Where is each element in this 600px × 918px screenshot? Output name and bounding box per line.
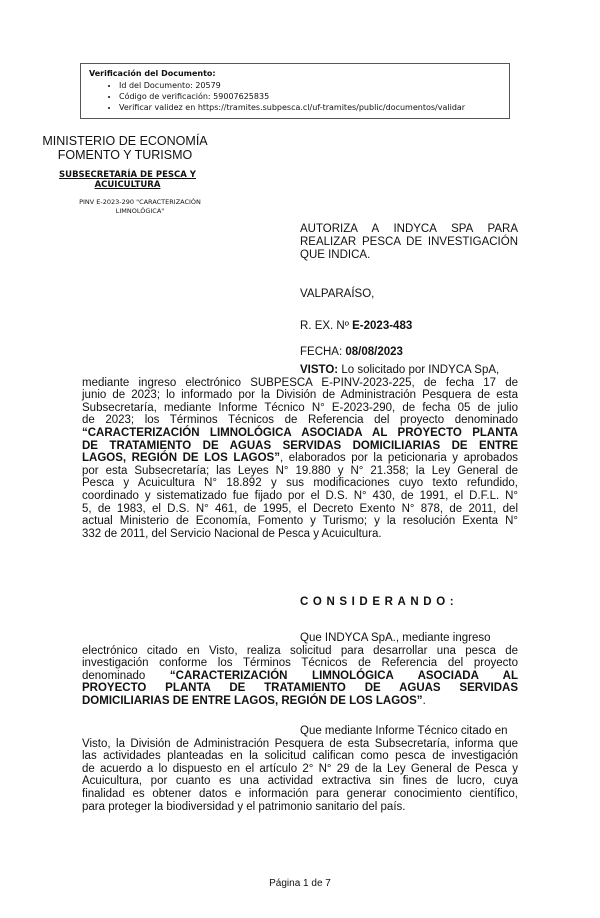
- visto-line: por esta Subsecretaría; las Leyes N° 19.880 y N° 21.358; la Ley General de: [82, 464, 518, 477]
- visto-line: Subsecretaría, mediante Informe Técnico N° E-2023-290, de fecha 05 de julio: [82, 401, 518, 414]
- place: VALPARAÍSO,: [300, 288, 375, 300]
- rex-number: E-2023-483: [352, 320, 413, 332]
- visto-line: 5, de 1983, el D.S. N° 461, de 1995, el Decreto Exento N° 878, de 2011, del: [82, 502, 518, 515]
- paragraph-line: PROYECTO PLANTA DE TRATAMIENTO DE AGUAS SERVIDAS: [82, 682, 518, 695]
- subject-line-1: AUTORIZA A INDYCA SPA PARA: [300, 223, 518, 235]
- page-number: Página 1 de 7: [269, 878, 331, 889]
- document-id: • Id del Documento: 20579: [119, 80, 501, 91]
- visto-line: DE TRATAMIENTO DE AGUAS SERVIDAS DOMICILIARIAS DE ENTRE: [82, 439, 518, 452]
- visto-line: LAGOS, REGIÓN DE LOS LAGOS”, elaborados por la peticionaria y aprobados: [82, 452, 518, 465]
- paragraph-line: electrónico citado en Visto, realiza solicitud para desarrollar una pesca de: [82, 644, 518, 657]
- paragraph-line: DOMICILIARIAS DE ENTRE LAGOS, REGIÓN DE LOS LAGOS”.: [82, 694, 426, 707]
- visto-line: junio de 2023; lo informado por la División de Administración Pesquera de esta: [82, 389, 518, 402]
- pinv-line-2: LIMNOLÓGICA": [115, 207, 165, 215]
- considerando-paragraph-2: [82, 725, 518, 813]
- visto-paragraph: [82, 364, 518, 540]
- verification-url[interactable]: • Verificar validez en https://tramites.subpesca.cl/uf-tramites/public/documentos/validar: [119, 102, 501, 113]
- paragraph-line: Que mediante Informe Técnico citado en: [300, 725, 508, 737]
- visto-line: 332 de 2011, del Servicio Nacional de Pesca y Acuicultura.: [82, 527, 382, 540]
- visto-line: actual Ministerio de Economía, Fomento y Turismo; y la resolución Exenta N°: [82, 515, 518, 528]
- resolution-subject: [300, 223, 518, 262]
- paragraph-line: Que INDYCA SpA., mediante ingreso: [300, 632, 491, 644]
- date-value: 08/08/2023: [345, 346, 403, 358]
- visto-line: Pesca y Acuicultura N° 18.892 y sus modificaciones cuyo texto refundido,: [82, 477, 518, 490]
- considerando-heading: CONSIDERANDO:: [300, 596, 459, 608]
- subsecretaria-name: [45, 170, 210, 190]
- subject-line-2: REALIZAR PESCA DE INVESTIGACIÓN: [300, 236, 518, 248]
- resolution-number: [300, 320, 412, 332]
- visto-label: VISTO:: [300, 364, 339, 376]
- date-label: FECHA:: [300, 346, 346, 358]
- subsecretaria-line-1: SUBSECRETARÍA DE PESCA Y: [59, 170, 196, 180]
- visto-line: VISTO: Lo solicitado por INDYCA SpA,: [300, 364, 500, 376]
- pinv-reference: [55, 198, 225, 216]
- subject-line-3: QUE INDICA.: [300, 249, 371, 261]
- ministry-line-2: FOMENTO Y TURISMO: [57, 148, 193, 162]
- considerando-paragraph-1: [82, 632, 518, 708]
- visto-line: de 2023; los Términos Técnicos de Referencia del proyecto denominado: [82, 414, 518, 427]
- pinv-line-1: PINV E-2023-290 "CARACTERIZACIÓN: [79, 198, 201, 206]
- paragraph-line: denominado “CARACTERIZACIÓN LIMNOLÓGICA ASOCIADA AL: [82, 669, 518, 682]
- paragraph-line: Acuicultura, por cuanto es una actividad extractiva sin fines de lucro, cuya: [82, 775, 518, 788]
- verification-title: Verificación del Documento:: [89, 69, 216, 78]
- ministry-name: [20, 134, 230, 162]
- paragraph-line: Visto, la División de Administración Pesquera de esta Subsecretaría, informa que: [82, 737, 518, 750]
- paragraph-line: de acuerdo a lo dispuesto en el artículo 2° N° 29 de la Ley General de Pesca y: [82, 762, 518, 775]
- verification-list: [89, 80, 501, 113]
- visto-line: mediante ingreso electrónico SUBPESCA E-PINV-2023-225, de fecha 17 de: [82, 376, 518, 389]
- paragraph-line: las actividades planteadas en la solicitud califican como pesca de investigación: [82, 750, 518, 763]
- rex-label: R. EX. Nº: [300, 320, 353, 332]
- resolution-date: [300, 346, 403, 358]
- paragraph-line: investigación conforme los Términos Técnicos de Referencia del proyecto: [82, 657, 518, 670]
- paragraph-line: para proteger la biodiversidad y el patrimonio sanitario del país.: [82, 800, 406, 813]
- visto-line: “CARACTERIZACIÓN LIMNOLÓGICA ASOCIADA AL PROYECTO PLANTA: [82, 426, 518, 439]
- visto-line: coordinado y sistematizado fue fijado por el D.S. N° 430, de 1991, el D.F.L. N°: [82, 489, 518, 502]
- paragraph-line: finalidad es obtener datos e información para generar conocimiento científico,: [82, 787, 518, 800]
- verification-box: [80, 63, 510, 119]
- ministry-line-1: MINISTERIO DE ECONOMÍA: [42, 134, 208, 148]
- subsecretaria-line-2: ACUICULTURA: [94, 180, 161, 190]
- verification-code: • Código de verificación: 59007625835: [119, 91, 501, 102]
